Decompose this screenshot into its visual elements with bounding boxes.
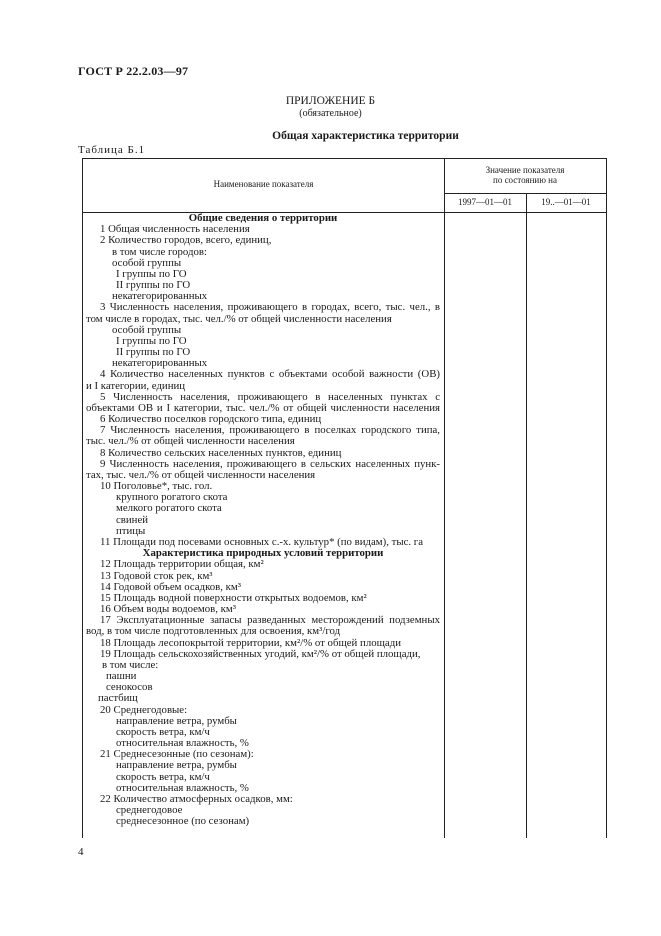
table-body — [86, 213, 440, 827]
table-row: птицы — [116, 524, 146, 537]
table-row: 4 Количество населенных пунктов с объектами особой важности (ОВ) — [100, 368, 440, 381]
table-row: 11 Площади под посевами основных с.-х. культур* (по видам), тыс. га — [100, 535, 424, 548]
column-header-value-line1: Значение показателя — [485, 165, 565, 175]
table-row: 8 Количество сельских населенных пунктов, единиц — [100, 446, 342, 459]
table-row: 10 Поголовье*, тыс. гол. — [100, 480, 213, 493]
table-row: скорость ветра, км/ч — [116, 770, 210, 783]
column-divider — [444, 159, 445, 838]
table-row: 14 Годовой объем осадков, км³ — [100, 580, 241, 593]
table-row: I группы по ГО — [116, 267, 187, 280]
column-header-value — [444, 165, 606, 185]
table-row: пастбищ — [98, 692, 138, 705]
table-row: 7 Численность населения, проживающего в поселках городского типа, — [100, 424, 440, 437]
table-row: 21 Среднесезонные (по сезонам): — [100, 748, 254, 761]
document-code: ГОСТ Р 22.2.03—97 — [78, 64, 189, 78]
table-row: 19 Площадь сельскохозяйственных угодий, км²/% от общей площади, — [100, 647, 421, 660]
table-row: сенокосов — [106, 681, 153, 694]
column-header-date-1: 1997—01—01 — [458, 197, 512, 207]
table-row: относительная влажность, % — [116, 781, 249, 794]
table-row: вод, в том числе подготовленных для освоения, км³/год — [86, 625, 341, 638]
table-row: 16 Объем воды водоемов, км³ — [100, 603, 236, 616]
table-row: II группы по ГО — [116, 279, 191, 292]
table-row: 17 Эксплуатационные запасы разведанных месторождений подземных — [100, 614, 440, 627]
table-row: тыс. чел./% от общей численности населения — [86, 435, 295, 448]
table-row: среднесезонное (по сезонам) — [116, 815, 250, 828]
section-heading: Характеристика природных условий территории — [142, 547, 384, 560]
table-row: 6 Количество поселков городского типа, единиц — [100, 413, 322, 426]
table-row: 13 Годовой сток рек, км³ — [100, 569, 213, 582]
table-row: 9 Численность населения, проживающего в сельских населенных пунк- — [100, 457, 440, 470]
table-row: в том числе городов: — [112, 245, 208, 258]
table-row: 18 Площадь лесопокрытой территории, км²/% от общей площади — [100, 636, 401, 649]
column-header-value-line2: по состоянию на — [493, 175, 557, 185]
table-row: тах, тыс. чел./% от общей численности населения — [86, 468, 316, 481]
table-row: 22 Количество атмосферных осадков, мм: — [100, 792, 293, 805]
table-row: 20 Среднегодовые: — [100, 703, 188, 716]
table-row: 15 Площадь водной поверхности открытых водоемов, км² — [100, 591, 367, 604]
table-row: 12 Площадь территории общая, км² — [100, 558, 264, 571]
column-header-date-2: 19..—01—01 — [541, 197, 591, 207]
table-row: направление ветра, румбы — [116, 759, 237, 772]
table-row: и I категории, единиц — [86, 379, 186, 392]
table-row: 2 Количество городов, всего, единиц, — [100, 234, 272, 247]
table-row: особой группы — [112, 323, 182, 336]
table-row: свиней — [116, 513, 149, 526]
table-row: 5 Численность населения, проживающего в населенных пунктах с — [100, 390, 440, 403]
table-row: среднегодовое — [116, 804, 183, 817]
table-row: в том числе: — [102, 658, 159, 671]
table-row: некатегорированных — [112, 290, 208, 303]
table-row: мелкого рогатого скота — [116, 502, 222, 515]
table-row: 1 Общая численность населения — [100, 223, 250, 236]
section-heading: Общие сведения о территории — [188, 212, 338, 224]
table-row: пашни — [106, 670, 137, 683]
page-title: Общая характеристика территории — [272, 130, 459, 142]
table-row: II группы по ГО — [116, 346, 191, 359]
table-row: I группы по ГО — [116, 334, 187, 347]
table-row: некатегорированных — [112, 357, 208, 370]
table-row: скорость ветра, км/ч — [116, 725, 210, 738]
header-subdivider — [444, 193, 606, 194]
appendix-title: ПРИЛОЖЕНИЕ Б — [285, 95, 376, 107]
table-row: особой группы — [112, 256, 182, 269]
table-row: том числе в городах, тыс. чел./% от общей численности населения — [86, 312, 392, 325]
appendix-note: (обязательное) — [299, 108, 362, 119]
page-number: 4 — [78, 846, 84, 858]
date-column-divider — [526, 193, 527, 838]
column-header-name: Наименование показателя — [213, 179, 314, 189]
table-row: относительная влажность, % — [116, 737, 249, 750]
table-row: направление ветра, румбы — [116, 714, 237, 727]
table-row: 3 Численность населения, проживающего в городах, всего, тыс. чел., в — [100, 301, 440, 314]
table-label: Таблица Б.1 — [78, 144, 146, 156]
table-row: крупного рогатого скота — [116, 491, 228, 504]
table-row: объектами ОВ и I категории, тыс. чел./% от общей численности населения — [86, 401, 440, 414]
